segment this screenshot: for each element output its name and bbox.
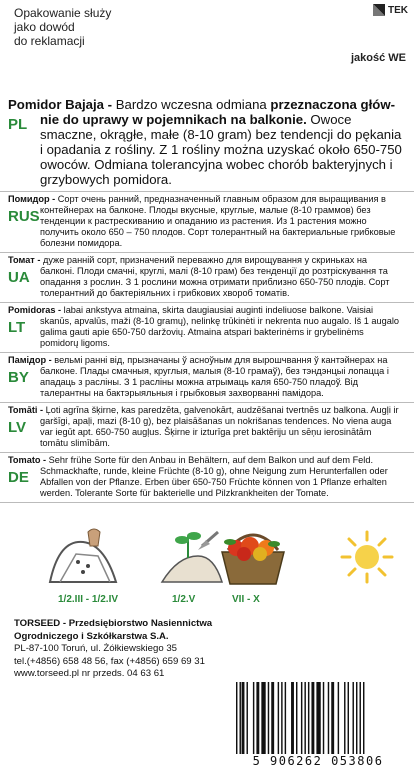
- language-code: RUS: [8, 208, 40, 225]
- description-block-pl: [0, 96, 414, 192]
- description-part: labai ankstyva atmaina, skirta daugiausiai auginti indeliuose balkone. Vaisiai skanūs, apvalūs, maži (8-10 gramų), nelinkę trūkinėti ir nekrenta nuo augalo. Iš 1 augalo galima gauti apie 650-750 daržovių. Atmaina atspari bakterinėms ir grybelinėms pomidorų ligoms.: [40, 305, 400, 348]
- variety-name: Tomāti -: [8, 405, 46, 415]
- description-block-lt: [0, 303, 414, 353]
- barcode-digits: 5 906262 053806: [232, 754, 404, 768]
- complaint-note: [14, 6, 111, 48]
- description-block-de: [0, 453, 414, 503]
- description-text: [8, 403, 402, 452]
- company-address: PL-87-100 Toruń, ul. Żółkiewskiego 35: [14, 643, 178, 654]
- company-phone: tel.(+4856) 658 48 56, fax (+4856) 659 69 31: [14, 655, 205, 667]
- company-name: TORSEED - Przedsiębiorstwo Nasiennictwa: [14, 618, 213, 629]
- tek-logo-icon: [373, 4, 385, 16]
- description-block-lv: [0, 403, 414, 453]
- sun-icon: [340, 530, 394, 584]
- description-block-ua: [0, 253, 414, 303]
- description-part: Bardzo wczesna odmiana: [115, 97, 271, 112]
- description-part: Sehr frühe Sorte für den Anbau in Behältern, auf dem Balkon und auf dem Feld. Schmackhafte, runde, kleine Früchte (8-10 g), ohne Neigung zum Herunterfallen oder Abfallen von der Pflanze. Erben über 650-750 Früchte können von 1 Pflanze erhalten werden. Tolerante Sorte für bakterielle und Pilzkrankheiten der Tomate.: [40, 455, 388, 498]
- language-code: BY: [8, 369, 29, 386]
- language-code: DE: [8, 469, 29, 486]
- sowing-icon: [48, 524, 118, 584]
- tek-label: TEK: [388, 4, 408, 16]
- cultivation-icons: [40, 524, 414, 608]
- description-text: [8, 453, 402, 502]
- note-line: jako dowód: [14, 20, 75, 34]
- planting-icon: [158, 526, 224, 584]
- description-block-by: [0, 353, 414, 403]
- company-name-2: Ogrodniczego i Szkółkarstwa S.A.: [14, 630, 169, 642]
- language-code: LT: [8, 319, 26, 336]
- variety-name: Памідор -: [8, 355, 55, 365]
- planting-period: 1/2.V: [172, 594, 196, 605]
- description-blocks: [0, 96, 414, 503]
- description-part: przeznaczona głów-: [270, 97, 395, 112]
- variety-name: Tomato -: [8, 455, 49, 465]
- description-part: дуже ранній сорт, призначений переважно для вирощування у скриньках на балконі. Плоди смачні, круглі, малі (8-10 грам) без тенденції до розтріскування та опадання з рослин. З 1 рослини можна отримати приблизно 650-750 плодів. Сорт толерантний до бактеріяльних і грибкових хвороб томатів.: [40, 255, 390, 298]
- description-part: Owoce smaczne, okrągłe, małe (8-10 gram) bez tendencji do pękania i opadania z rośliny. Z 1 rośliny można uzyskać około 650-750 owoców. Odmiana tolerancyjna wobec chorób bakteryjnych i grzybowych pomidora.: [40, 112, 402, 187]
- description-part: Ļoti agrīna šķirne, kas paredzēta, galvenokārt, audzēšanai tvertnēs uz balkona. Augļi ir garšīgi, apaļi, mazi (8-10 g), bez plaisāšanas un nokrišanas tendences. No viena auga var iegūt apt. 650-750 augļus. Šķirne ir izturīga pret baktēriju un sēņu ierosinātām tomātu slimībām.: [40, 405, 399, 448]
- note-line: do reklamacji: [14, 34, 85, 48]
- description-part: Сорт очень ранний, предназначенный главным образом для выращивания в контейнерах на балконе. Плоды вкусные, круглые, малые (8-10 граммов) без тенденции к растрескиванию и опаданию из растения. Из 1 растения можно получить около 650 – 750 плодов. Сорт толерантный на бактериальные грибковые болезни помидора.: [40, 194, 396, 248]
- company-info: [14, 618, 212, 681]
- description-part: nie do uprawy w pojemnikach na balkonie.: [40, 112, 307, 127]
- variety-name: Pomidoras -: [8, 305, 64, 315]
- language-code: UA: [8, 269, 30, 286]
- description-block-rus: [0, 192, 414, 253]
- variety-name: Томат -: [8, 255, 43, 265]
- language-code: PL: [8, 116, 28, 133]
- language-code: LV: [8, 419, 27, 436]
- variety-name: Помидор -: [8, 194, 58, 204]
- tek-badge: [373, 4, 408, 16]
- quality-label: jakość WE: [350, 52, 406, 64]
- variety-name: Pomidor Bajaja -: [8, 97, 116, 112]
- note-line: Opakowanie służy: [14, 6, 112, 20]
- sowing-period: 1/2.III - 1/2.IV: [58, 594, 119, 605]
- company-web: www.torseed.pl nr przeds. 04 63 61: [14, 668, 165, 679]
- harvest-basket-icon: [218, 524, 288, 586]
- description-part: вельмі ранні від, прызначаны ў асноўным для вырошчвання ў кантэйнерах на балконе. Плады смачныя, круглыя, малыя (8-10 грамаў), без тэндэнцыі лопацца і ападаць з расліны. З 1 расліны можна атрымаць каля 650-750 пладоў. Від талерантны на бактэрыяльныя і грыбковыя захворванні памідора.: [40, 355, 389, 398]
- harvest-period: VII - X: [232, 594, 260, 605]
